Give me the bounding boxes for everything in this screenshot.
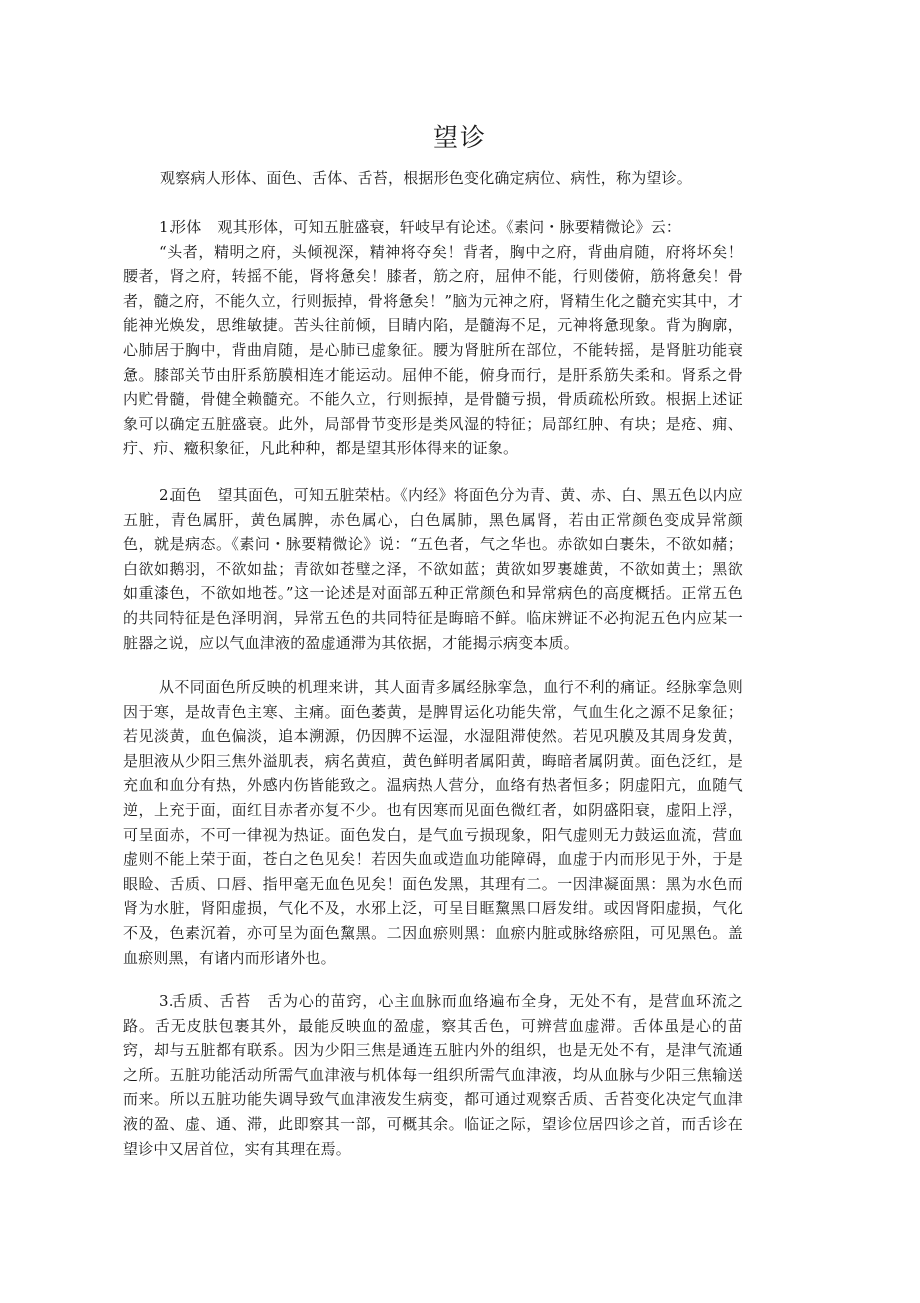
section-number: 1. — [159, 218, 174, 236]
page-title: 望诊 — [432, 123, 487, 152]
section-heading: 面色 — [171, 486, 202, 504]
section-heading: 舌质、舌苔 — [171, 992, 252, 1010]
section-lead: 观其形体，可知五脏盛衰，轩岐早有论述。《素问・脉要精微论》云： — [217, 218, 682, 236]
section-text: 舌为心的苗窍，心主血脉而血络遍布全身，无处不有，是营血环流之路。舌无皮肤包裹其外，最能反映血的盈虚，察其舌色，可辨营血虚滞。舌体虽是心的苗窍，却与五脏都有联系。因为少阳三焦是通连五脏内外的组织，也是无处不有，是津气流通之所。五脏功能活动所需气血津液与机体每一组织所需气血津液，均从血脉与少阳三焦输送而来。所以五脏功能失调导致气血津液发生病变，都可通过观察舌质、舌苔变化决定气血津液的盈、虚、通、滞，此即察其一部，可概其余。临证之际，望诊位居四诊之首，而舌诊在望诊中又居首位，实有其理在焉。 — [123, 992, 743, 1158]
section-body-tongue — [123, 989, 743, 1161]
section-body-complexion — [123, 483, 743, 655]
section-text: 望其面色，可知五脏荣枯。《内经》将面色分为青、黄、赤、白、黑五色以内应五脏，青色属肝，黄色属脾，赤色属心，白色属肺，黑色属肾，若由正常颜色变成异常颜色，就是病态。《素问・脉要精微论》说：“五色者，气之华也。赤欲如白裹朱，不欲如赭；白欲如鹅羽，不欲如盐；青欲如苍璧之泽，不欲如蓝；黄欲如罗裹雄黄，不欲如黄土；黑欲如重漆色，不欲如地苍。”这一论述是对面部五种正常颜色和异常病色的高度概括。正常五色的共同特征是色泽明润，异常五色的共同特征是晦暗不鲜。临床辨证不必拘泥五色内应某一脏器之说，应以气血津液的盈虚通滞为其依据，才能揭示病变本质。 — [123, 486, 743, 652]
section-text: “头者，精明之府，头倾视深，精神将夺矣！背者，胸中之府，背曲肩随，府将坏矣！腰者，肾之府，转摇不能，肾将惫矣！膝者，筋之府，屈伸不能，行则偻俯，筋将惫矣！骨者，髓之府，不能久立，行则振掉，骨将惫矣！”脑为元神之府，肾精生化之髓充实其中，才能神光焕发，思维敏捷。苦头往前倾，目睛内陷，是髓海不足，元神将惫现象。背为胸廓，心肺居于胸中，背曲肩随，是心肺已虚象征。腰为肾脏所在部位，不能转摇，是肾脏功能衰惫。膝部关节由肝系筋膜相连才能运动。屈伸不能，俯身而行，是肝系筋失柔和。肾系之骨内贮骨髓，骨健全赖髓充。不能久立，行则振掉，是骨髓亏损，骨质疏松所致。根据上述证象可以确定五脏盛衰。此外，局部骨节变形是类风湿的特征；局部红肿、有块；是疮、痈、疔、疖、癥积象征，凡此种种，都是望其形体得来的证象。 — [123, 242, 743, 458]
section-heading: 形体 — [171, 218, 202, 236]
section-number: 2. — [159, 486, 174, 504]
section-body-shape — [123, 215, 743, 461]
complexion-mechanism-paragraph: 从不同面色所反映的机理来讲，其人面青多属经脉挛急，血行不利的痛证。经脉挛急则因于寒，是故青色主寒、主痛。面色萎黄，是脾胃运化功能失常，气血生化之源不足象征；若见淡黄，血色偏淡，追本溯源，仍因脾不运湿，水湿阻滞使然。若见巩膜及其周身发黄，是胆液从少阳三焦外溢肌表，病名黄疸，黄色鲜明者属阳黄，晦暗者属阴黄。面色泛红，是充血和血分有热，外感内伤皆能致之。温病热人营分，血络有热者恒多；阴虚阳亢，血随气逆，上充于面，面红目赤者亦复不少。也有因寒而见面色微红者，如阴盛阳衰，虚阳上浮，可呈面赤，不可一律视为热证。面色发白，是气血亏损现象，阳气虚则无力鼓运血流，营血虚则不能上荣于面，苍白之色见矣！若因失血或造血功能障碍，血虚于内而形见于外，于是眼睑、舌质、口唇、指甲毫无血色见矣！面色发黑，其理有二。一因津凝面黑：黑为水色而肾为水脏，肾阳虚损，气化不及，水邪上泛，可呈目眶黧黑口唇发绀。或因肾阳虚损，气化不及，色素沉着，亦可呈为面色黧黑。二因血瘀则黑：血瘀内脏或脉络瘀阻，可见黑色。盖血瘀则黑，有诸内而形诸外也。 — [123, 678, 743, 967]
intro-paragraph: 观察病人形体、面色、舌体、舌苔，根据形色变化确定病位、病性，称为望诊。 — [160, 169, 693, 187]
section-number: 3. — [159, 992, 174, 1010]
